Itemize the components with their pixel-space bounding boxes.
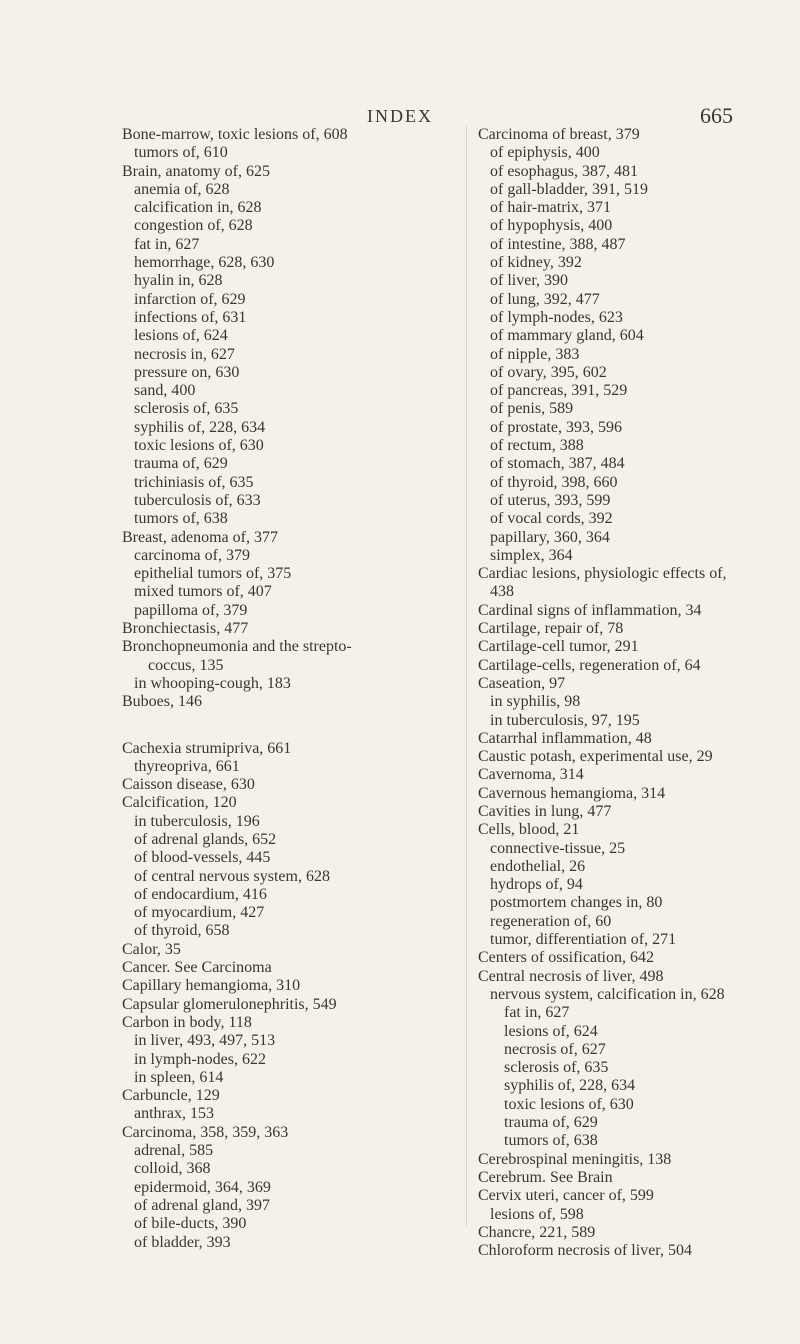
index-entry: Capsular glomerulonephritis, 549: [122, 995, 337, 1013]
index-subentry: of esophagus, 387, 481: [490, 162, 638, 180]
index-entry: Bronchiectasis, 477: [122, 620, 249, 638]
index-entry: Caisson disease, 630: [122, 776, 255, 794]
index-subentry: simplex, 364: [490, 546, 573, 564]
index-subentry: of adrenal gland, 397: [134, 1196, 270, 1214]
index-entry: Catarrhal inflammation, 48: [478, 729, 652, 747]
index-subentry: of prostate, 393, 596: [490, 418, 622, 436]
index-subentry: of hypophysis, 400: [490, 217, 613, 235]
index-entry: Cavernous hemangioma, 314: [478, 784, 666, 802]
index-subentry: anemia of, 628: [134, 180, 230, 198]
index-subentry: regeneration of, 60: [490, 912, 612, 930]
index-subentry: in tuberculosis, 97, 195: [490, 711, 640, 729]
index-subentry: hemorrhage, 628, 630: [134, 254, 275, 272]
index-entry: Brain, anatomy of, 625: [122, 162, 270, 180]
index-subentry: coccus, 135: [148, 656, 224, 674]
index-subentry: toxic lesions of, 630: [134, 437, 264, 455]
index-subentry: nervous system, calcification in, 628: [490, 985, 725, 1003]
index-subentry: of intestine, 388, 487: [490, 235, 626, 253]
index-subentry: in liver, 493, 497, 513: [134, 1032, 276, 1050]
index-subentry: carcinoma of, 379: [134, 546, 250, 564]
index-subentry: infections of, 631: [134, 308, 247, 326]
page-header: [0, 40, 800, 128]
index-entry: Cardiac lesions, physiologic effects of,: [478, 565, 727, 583]
index-subentry: of blood-vessels, 445: [134, 849, 271, 867]
index-entry: Centers of ossification, 642: [478, 949, 654, 967]
index-entry: Cavities in lung, 477: [478, 802, 612, 820]
index-subentry: in whooping-cough, 183: [134, 674, 291, 692]
index-subentry: of bile-ducts, 390: [134, 1215, 247, 1233]
index-entry: Caseation, 97: [478, 674, 566, 692]
index-subentry: pressure on, 630: [134, 363, 240, 381]
index-subentry: sclerosis of, 635: [134, 400, 239, 418]
index-subentry: of uterus, 393, 599: [490, 491, 611, 509]
index-subentry: in lymph-nodes, 622: [134, 1050, 266, 1068]
index-entry: Cells, blood, 21: [478, 821, 580, 839]
index-subentry: of bladder, 393: [134, 1233, 231, 1251]
index-subentry: anthrax, 153: [134, 1105, 214, 1123]
index-subentry: epidermoid, 364, 369: [134, 1178, 271, 1196]
index-subentry: of thyroid, 658: [134, 922, 230, 940]
index-entry: Cartilage-cell tumor, 291: [478, 638, 639, 656]
index-subentry: trichiniasis of, 635: [134, 473, 254, 491]
index-subentry: in spleen, 614: [134, 1068, 224, 1086]
index-subentry: fat in, 627: [504, 1004, 570, 1022]
index-subentry: of vocal cords, 392: [490, 510, 613, 528]
index-entry: Carcinoma of breast, 379: [478, 126, 640, 143]
index-entry: Cavernoma, 314: [478, 766, 584, 784]
index-subentry: lesions of, 624: [134, 327, 228, 345]
index-subentry: syphilis of, 228, 634: [504, 1077, 636, 1095]
index-subentry: calcification in, 628: [134, 199, 262, 217]
index-subentry: papilloma of, 379: [134, 601, 248, 619]
index-entry: Cachexia strumipriva, 661: [122, 739, 292, 757]
index-subentry: of penis, 589: [490, 400, 574, 418]
index-subentry: of pancreas, 391, 529: [490, 382, 628, 400]
index-subentry: lesions of, 598: [490, 1205, 584, 1223]
index-subentry: of nipple, 383: [490, 345, 580, 363]
index-subentry: mixed tumors of, 407: [134, 583, 272, 601]
index-entry: Calcification, 120: [122, 794, 237, 812]
index-subentry: toxic lesions of, 630: [504, 1095, 634, 1113]
index-subentry: in tuberculosis, 196: [134, 812, 260, 830]
index-subentry: tumors of, 638: [134, 510, 228, 528]
index-subentry: 438: [490, 583, 514, 601]
index-entry: Cardinal signs of inflammation, 34: [478, 601, 702, 619]
index-entry: Caustic potash, experimental use, 29: [478, 748, 713, 766]
index-subentry: hydrops of, 94: [490, 876, 583, 894]
index-subentry: of mammary gland, 604: [490, 327, 644, 345]
index-subentry: in syphilis, 98: [490, 693, 581, 711]
index-subentry: of lymph-nodes, 623: [490, 308, 623, 326]
index-subentry: papillary, 360, 364: [490, 528, 610, 546]
index-subentry: of myocardium, 427: [134, 904, 265, 922]
index-subentry: hyalin in, 628: [134, 272, 223, 290]
index-subentry: of stomach, 387, 484: [490, 455, 625, 473]
section-gap: [122, 712, 452, 740]
index-entry: Cerebrum. See Brain: [478, 1168, 613, 1186]
index-subentry: infarction of, 629: [134, 290, 246, 308]
index-entry: Breast, adenoma of, 377: [122, 528, 278, 546]
index-entry: Chloroform necrosis of liver, 504: [478, 1242, 692, 1260]
index-subentry: of rectum, 388: [490, 437, 584, 455]
index-subentry: congestion of, 628: [134, 217, 253, 235]
index-column-left: [122, 126, 452, 1252]
page-number: 665: [700, 103, 733, 128]
index-subentry: tuberculosis of, 633: [134, 491, 261, 509]
index-subentry: sclerosis of, 635: [504, 1059, 609, 1077]
index-subentry: of thyroid, 398, 660: [490, 473, 618, 491]
index-entry: Cartilage, repair of, 78: [478, 620, 624, 638]
index-entry: Cancer. See Carcinoma: [122, 959, 272, 977]
index-subentry: trauma of, 629: [134, 455, 228, 473]
index-entry: Carbon in body, 118: [122, 1013, 252, 1031]
running-title: INDEX: [367, 106, 433, 126]
index-subentry: tumor, differentiation of, 271: [490, 931, 677, 949]
index-subentry: syphilis of, 228, 634: [134, 418, 266, 436]
index-entry: Cervix uteri, cancer of, 599: [478, 1187, 654, 1205]
index-subentry: of hair-matrix, 371: [490, 199, 611, 217]
index-subentry: of adrenal glands, 652: [134, 830, 277, 848]
index-subentry: of kidney, 392: [490, 254, 582, 272]
index-entry: Bone-marrow, toxic lesions of, 608: [122, 126, 348, 143]
index-subentry: lesions of, 624: [504, 1022, 598, 1040]
index-subentry: epithelial tumors of, 375: [134, 565, 292, 583]
column-divider: [466, 126, 467, 1226]
index-entry: Calor, 35: [122, 940, 181, 958]
index-entry: Carcinoma, 358, 359, 363: [122, 1123, 289, 1141]
index-entry: Bronchopneumonia and the strepto-: [122, 638, 352, 656]
index-entry: Central necrosis of liver, 498: [478, 967, 664, 985]
index-subentry: necrosis in, 627: [134, 345, 235, 363]
index-subentry: of lung, 392, 477: [490, 290, 600, 308]
index-entry: Cartilage-cells, regeneration of, 64: [478, 656, 701, 674]
index-subentry: fat in, 627: [134, 235, 200, 253]
index-entry: Chancre, 221, 589: [478, 1223, 596, 1241]
index-subentry: of epiphysis, 400: [490, 144, 600, 162]
index-subentry: of liver, 390: [490, 272, 569, 290]
index-subentry: necrosis of, 627: [504, 1040, 606, 1058]
index-subentry: of endocardium, 416: [134, 885, 267, 903]
index-subentry: postmortem changes in, 80: [490, 894, 663, 912]
index-subentry: of ovary, 395, 602: [490, 363, 607, 381]
index-subentry: colloid, 368: [134, 1160, 211, 1178]
index-subentry: adrenal, 585: [134, 1142, 214, 1160]
index-subentry: of central nervous system, 628: [134, 867, 330, 885]
index-entry: Carbuncle, 129: [122, 1087, 220, 1105]
index-subentry: sand, 400: [134, 382, 196, 400]
index-subentry: endothelial, 26: [490, 857, 586, 875]
index-entry: Capillary hemangioma, 310: [122, 977, 301, 995]
index-subentry: connective-tissue, 25: [490, 839, 626, 857]
index-column-right: [478, 126, 796, 1260]
index-subentry: of gall-bladder, 391, 519: [490, 180, 648, 198]
index-subentry: trauma of, 629: [504, 1114, 598, 1132]
index-subentry: thyreopriva, 661: [134, 757, 240, 775]
index-subentry: tumors of, 610: [134, 144, 228, 162]
index-entry: Cerebrospinal meningitis, 138: [478, 1150, 672, 1168]
index-subentry: tumors of, 638: [504, 1132, 598, 1150]
index-entry: Buboes, 146: [122, 693, 202, 711]
